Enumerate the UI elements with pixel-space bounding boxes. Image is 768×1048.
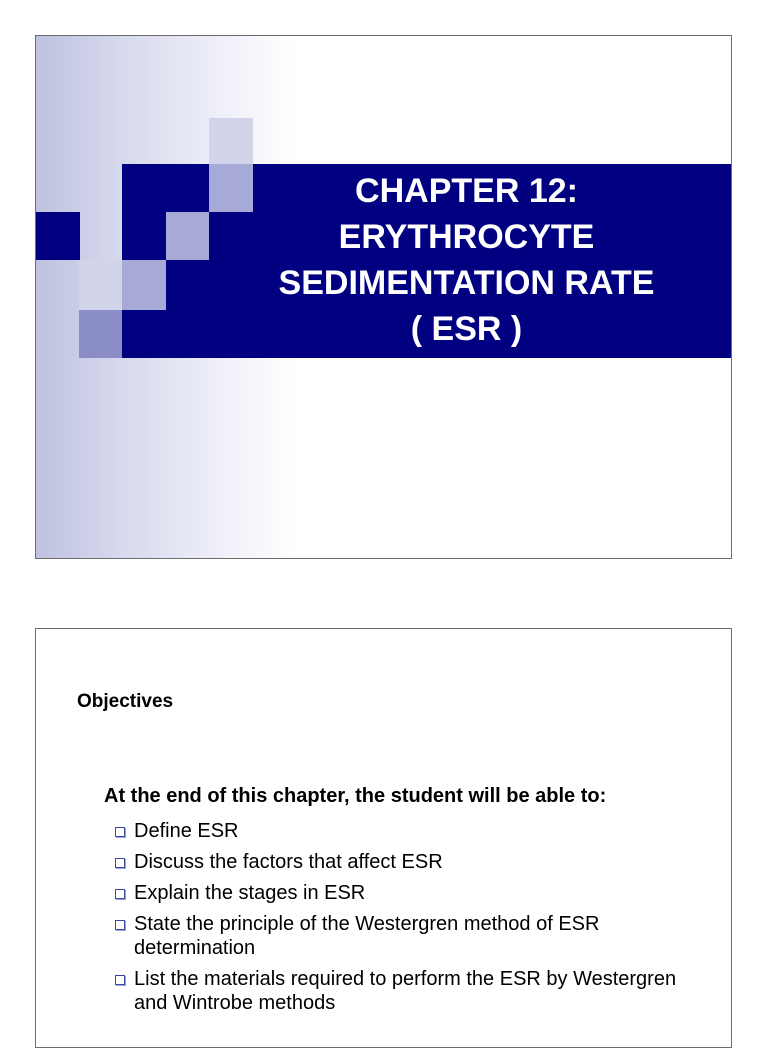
title-line: ( ESR )	[410, 310, 523, 348]
decorative-square	[79, 310, 122, 358]
title-slide	[35, 35, 732, 559]
square-bullet-icon	[115, 920, 125, 930]
objectives-intro: At the end of this chapter, the student will be able to:	[104, 785, 607, 807]
square-bullet-icon	[115, 975, 125, 985]
list-item-text: Define ESR	[134, 820, 239, 842]
decorative-square	[166, 212, 209, 260]
title-band	[36, 164, 731, 358]
square-bullet-icon	[115, 827, 125, 837]
decorative-square	[122, 260, 166, 310]
list-item	[114, 967, 704, 1015]
title-line: ERYTHROCYTE	[338, 218, 595, 256]
list-item	[114, 850, 704, 874]
slide-title	[206, 168, 727, 352]
band-stub	[36, 212, 80, 260]
list-item-text: Discuss the factors that affect ESR	[134, 851, 443, 873]
objectives-list	[114, 819, 704, 1022]
list-item-text: State the principle of the Westergren method of ESR determination	[134, 913, 600, 959]
list-item	[114, 819, 704, 843]
list-item	[114, 912, 704, 960]
list-item-text: Explain the stages in ESR	[134, 882, 366, 904]
objectives-heading: Objectives	[77, 691, 174, 712]
square-bullet-icon	[115, 889, 125, 899]
title-line: SEDIMENTATION RATE	[278, 264, 655, 302]
list-item-text: List the materials required to perform the ESR by Westergren and Wintrobe methods	[134, 968, 677, 1014]
objectives-slide	[35, 628, 732, 1048]
list-item	[114, 881, 704, 905]
title-line: CHAPTER 12:	[355, 172, 578, 210]
decorative-square	[209, 118, 253, 166]
square-bullet-icon	[115, 858, 125, 868]
